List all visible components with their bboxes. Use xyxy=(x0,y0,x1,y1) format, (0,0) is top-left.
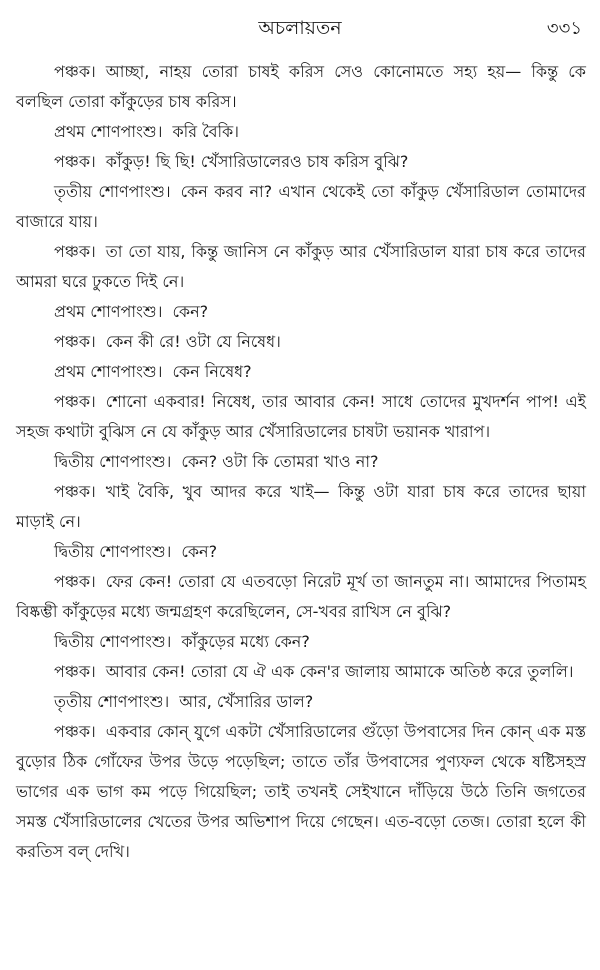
speaker-name: পঞ্চক। xyxy=(54,662,96,681)
speech-text: ফের কেন! তোরা যে এতবড়ো নিরেট মূর্খ তা জানতুম না। আমাদের পিতামহ বিষ্কম্ভী কাঁকুড়ের মধ্যে জন্মগ্রহণ করেছিলেন, সে-খবর রাখিস নে বুঝি? xyxy=(16,572,586,621)
speech-text: আর, খেঁসারির ডাল? xyxy=(179,692,314,711)
speaker-name: প্রথম শোণপাংশু। xyxy=(54,122,163,141)
dialogue-paragraph xyxy=(16,237,586,297)
speaker-name: তৃতীয় শোণপাংশু। xyxy=(54,692,170,711)
speaker-name: পঞ্চক। xyxy=(54,332,96,351)
speaker-name: প্রথম শোণপাংশু। xyxy=(54,362,163,381)
speaker-name: পঞ্চক। xyxy=(54,152,96,171)
dialogue-paragraph xyxy=(16,537,586,567)
page-header xyxy=(0,14,600,44)
speaker-name: পঞ্চক। xyxy=(54,722,96,741)
dialogue-paragraph xyxy=(16,357,586,387)
speaker-name: দ্বিতীয় শোণপাংশু। xyxy=(54,632,172,651)
speaker-name: পঞ্চক। xyxy=(54,482,96,501)
speaker-name: পঞ্চক। xyxy=(54,62,96,81)
dialogue-paragraph xyxy=(16,477,586,537)
dialogue-paragraph xyxy=(16,57,586,117)
speech-text: করি বৈকি। xyxy=(172,122,239,141)
speech-text: কেন কী রে! ওটা যে নিষেধ। xyxy=(105,332,281,351)
speech-text: খাই বৈকি, খুব আদর করে খাই— কিন্তু ওটা যারা চাষ করে তাদের ছায়া মাড়াই নে। xyxy=(16,482,586,531)
speech-text: একবার কোন্ যুগে একটা খেঁসারিডালের গুঁড়ো উপবাসের দিন কোন্ এক মস্ত বুড়োর ঠিক গোঁফের উপর উড়ে পড়েছিল; তাতে তাঁর উপবাসের পুণ্যফল থেকে ষষ্টিসহস্র ভাগের এক ভাগ কম পড়ে গিয়েছিল; তাই তখনই সেইখানে দাঁড়িয়ে উঠে তিনি জগতের সমস্ত খেঁসারিডালের খেতের উপর অভিশাপ দিয়ে গেছেন। এত-বড়ো তেজ। তোরা হলে কী করতিস বল্ দেখি। xyxy=(16,722,586,861)
dialogue-body xyxy=(16,57,586,867)
speaker-name: পঞ্চক। xyxy=(54,392,96,411)
speaker-name: তৃতীয় শোণপাংশু। xyxy=(54,182,171,201)
dialogue-paragraph xyxy=(16,657,586,687)
speaker-name: পঞ্চক। xyxy=(54,242,96,261)
dialogue-paragraph xyxy=(16,627,586,657)
dialogue-paragraph xyxy=(16,147,586,177)
speaker-name: প্রথম শোণপাংশু। xyxy=(54,302,163,321)
dialogue-paragraph xyxy=(16,117,586,147)
dialogue-paragraph xyxy=(16,717,586,867)
dialogue-paragraph xyxy=(16,567,586,627)
speech-text: কাঁকুড়! ছি ছি! খেঁসারিডালেরও চাষ করিস বুঝি? xyxy=(105,152,409,171)
speech-text: কেন নিষেধ? xyxy=(172,362,252,381)
speech-text: শোনো একবার! নিষেধ, তার আবার কেন! সাধে তোদের মুখদর্শন পাপ! এই সহজ কথাটা বুঝিস নে যে কাঁকুড় আর খেঁসারিডালের চাষটা ভয়ানক খারাপ। xyxy=(16,392,586,441)
dialogue-paragraph xyxy=(16,327,586,357)
dialogue-paragraph xyxy=(16,387,586,447)
dialogue-paragraph xyxy=(16,177,586,237)
page-number: ৩৩১ xyxy=(546,18,582,39)
speech-text: কেন? ওটা কি তোমরা খাও না? xyxy=(181,452,379,471)
speech-text: কেন? xyxy=(172,302,209,321)
dialogue-paragraph xyxy=(16,447,586,477)
speech-text: আচ্ছা, নাহয় তোরা চাষই করিস সেও কোনোমতে সহ্য হয়— কিন্তু কে বলছিল তোরা কাঁকুড়ের চাষ করিস। xyxy=(16,62,586,111)
speech-text: কেন করব না? এখান থেকেই তো কাঁকুড় খেঁসারিডাল তোমাদের বাজারে যায়। xyxy=(16,182,586,231)
speech-text: কাঁকুড়ের মধ্যে কেন? xyxy=(181,632,310,651)
speaker-name: দ্বিতীয় শোণপাংশু। xyxy=(54,452,172,471)
speaker-name: দ্বিতীয় শোণপাংশু। xyxy=(54,542,172,561)
running-title: অচলায়তন xyxy=(258,17,342,39)
speech-text: তা তো যায়, কিন্তু জানিস নে কাঁকুড় আর খেঁসারিডাল যারা চাষ করে তাদের আমরা ঘরে ঢুকতে দিই নে। xyxy=(16,242,586,291)
dialogue-paragraph xyxy=(16,687,586,717)
dialogue-paragraph xyxy=(16,297,586,327)
speech-text: আবার কেন! তোরা যে ঐ এক কেন'র জালায় আমাকে অতিষ্ঠ করে তুললি। xyxy=(105,662,574,681)
speaker-name: পঞ্চক। xyxy=(54,572,96,591)
speech-text: কেন? xyxy=(181,542,218,561)
